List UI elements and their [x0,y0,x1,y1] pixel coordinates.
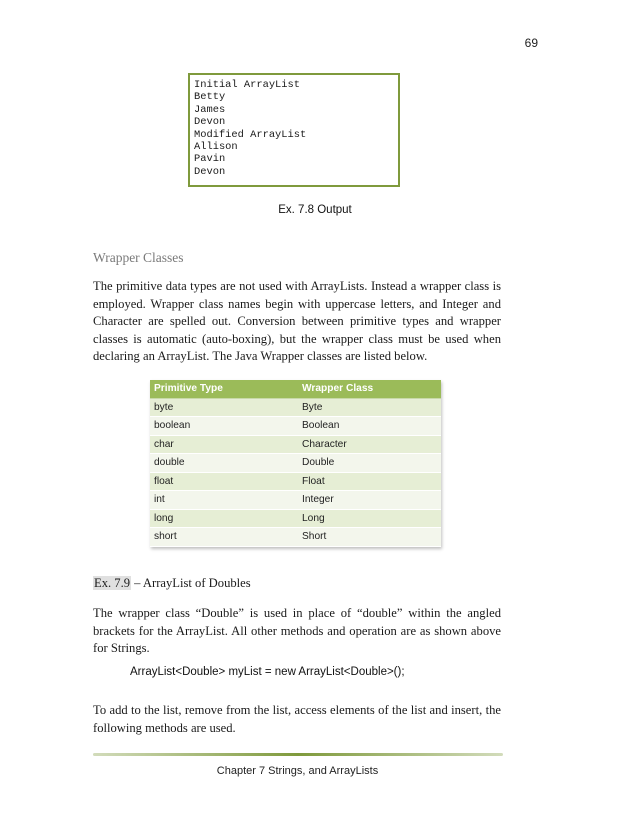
table-row [150,417,441,436]
table-row [150,472,441,491]
example-heading [93,576,251,591]
footer-divider [93,753,503,756]
table-row [150,398,441,417]
code-snippet: ArrayList<Double> myList = new ArrayList<Double>(); [130,666,405,678]
output-line: Devon [194,116,226,129]
program-output-box [188,73,400,187]
table-header-cell: Primitive Type [150,380,298,398]
table-cell: int [150,491,298,510]
body-paragraph: The wrapper class “Double” is used in place of “double” within the angled brackets for the ArrayList. All other methods and operation are as shown above for Strings. [93,606,501,656]
table-cell: double [150,454,298,473]
body-paragraph: The primitive data types are not used with ArrayLists. Instead a wrapper class is employed. Wrapper class names begin with uppercase letters, and Integer and Character are spelled out. Conversion between primitive types and wrapper classes is automatic (auto-boxing), but the wrapper class must be used when declaring an ArrayList. The Java Wrapper classes are listed below. [93,279,501,364]
output-line: Devon [194,165,226,178]
table-cell: Byte [298,398,441,417]
page-number: 69 [524,36,538,50]
table-cell: Integer [298,491,441,510]
figure-caption: Ex. 7.8 Output [278,204,352,216]
table-row [150,528,441,547]
table-row [150,435,441,454]
example-title: – ArrayList of Doubles [131,576,251,590]
table-cell: boolean [150,417,298,436]
output-line: Allison [194,141,238,154]
table-cell: byte [150,398,298,417]
output-line: Pavin [194,153,226,166]
table-cell: Character [298,435,441,454]
output-line: Modified ArrayList [194,128,307,141]
table-row [150,509,441,528]
table-cell: Double [298,454,441,473]
wrapper-classes-table [150,380,441,547]
example-label: Ex. 7.9 [94,576,131,590]
table-row [150,491,441,510]
output-line: James [194,103,226,116]
output-line: Betty [194,91,226,104]
output-line: Initial ArrayList [194,79,301,91]
table-cell: Short [298,528,441,547]
table-cell: long [150,509,298,528]
table-cell: Boolean [298,417,441,436]
table-cell: short [150,528,298,547]
chapter-footer: Chapter 7 Strings, and ArrayLists [216,765,379,777]
table-cell: char [150,435,298,454]
table-cell: Long [298,509,441,528]
section-heading: Wrapper Classes [93,250,184,265]
body-paragraph: To add to the list, remove from the list, access elements of the list and insert, the following methods are used. [93,703,501,735]
table-row [150,454,441,473]
table-header-row [150,380,441,398]
table-header-cell: Wrapper Class [298,380,441,398]
table-cell: Float [298,472,441,491]
table-cell: float [150,472,298,491]
